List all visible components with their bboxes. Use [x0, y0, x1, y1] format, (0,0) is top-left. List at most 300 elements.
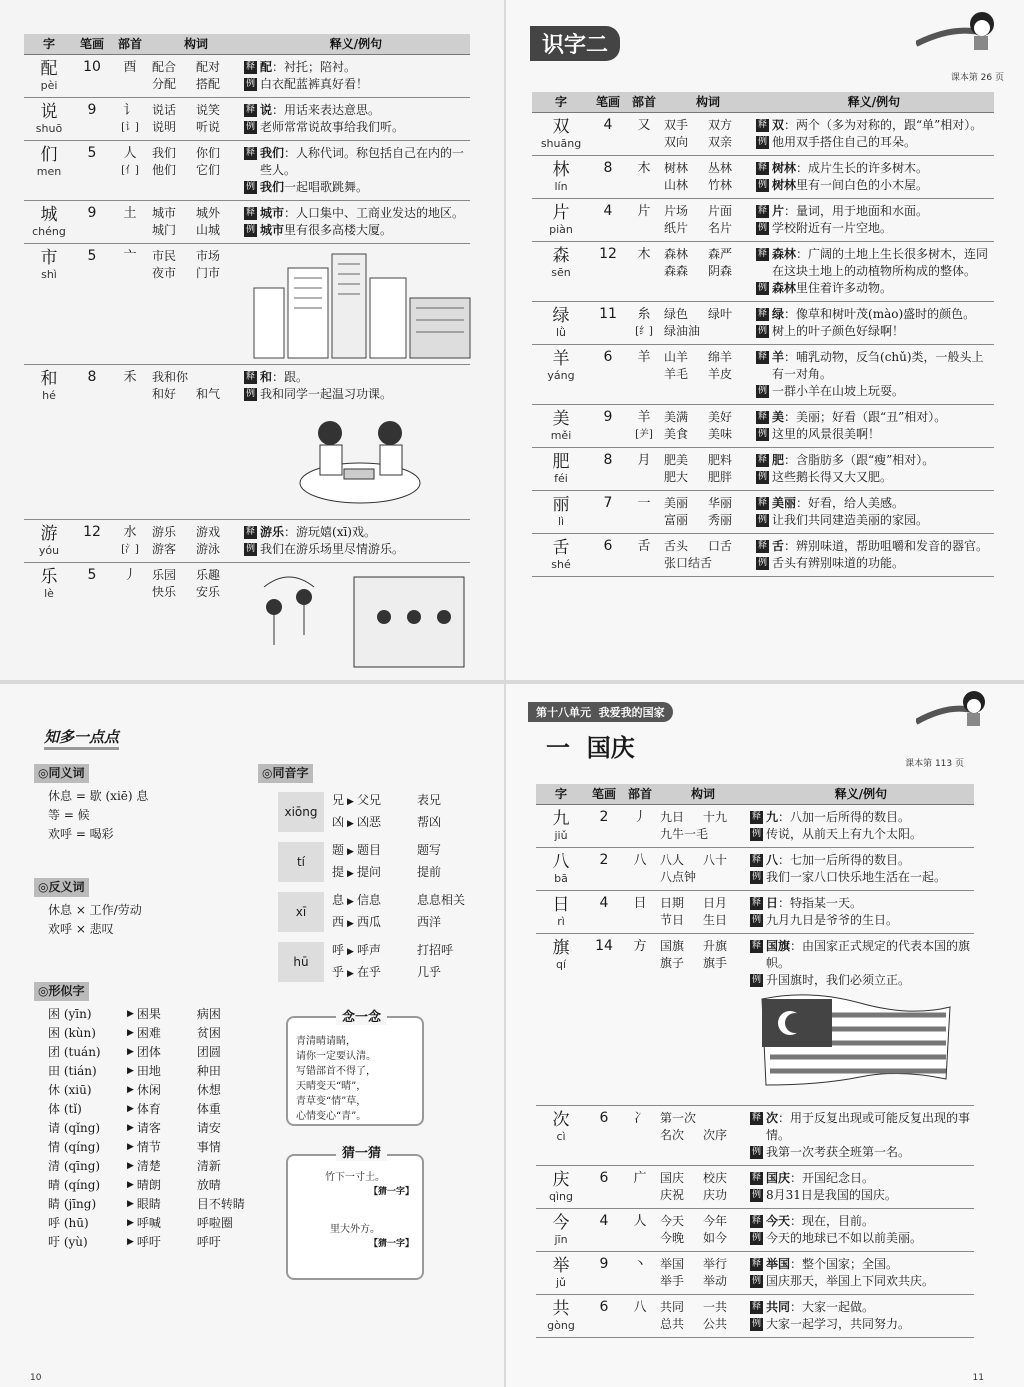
text: ：用于反复出现或可能反复出现的事情。	[766, 1110, 971, 1142]
text: ：哺乳动物，反刍(chǔ)类，一般头上有一对角。	[772, 349, 984, 381]
illustration	[750, 989, 972, 1101]
similar-item	[48, 1062, 254, 1081]
meaning-cell	[242, 54, 470, 97]
pinyin: yóu	[38, 543, 60, 557]
list-item: 心情变心“青”。	[296, 1111, 367, 1122]
meaning-lines	[244, 145, 468, 196]
definition-tag-icon: 释	[751, 1112, 761, 1123]
text: 老师常常说故事给我们听。	[260, 119, 405, 134]
stroke-count: 4	[590, 198, 626, 241]
meaning-lines	[756, 452, 992, 486]
char: 西	[332, 915, 345, 929]
radical-cell	[110, 519, 150, 562]
char-cell	[532, 404, 590, 447]
table-row	[532, 404, 994, 447]
meaning-lines	[756, 117, 992, 151]
text: 国庆那天，举国上下同欢共庆。	[766, 1273, 935, 1288]
example-tag-icon: 例	[751, 1318, 761, 1329]
word: 森林	[664, 246, 689, 261]
keyword: 日	[766, 895, 779, 910]
radical: 人	[123, 145, 137, 161]
radical: 土	[123, 205, 137, 221]
text: ：辨别味道，帮助咀嚼和发音的器官。	[784, 538, 989, 553]
text: 学校附近有一片空地。	[772, 220, 893, 235]
word: 九牛一毛	[660, 826, 709, 841]
definition-tag-icon: 释	[751, 897, 761, 908]
word-list	[660, 1213, 746, 1247]
table-header	[24, 34, 470, 54]
example-tag-icon: 例	[751, 1275, 761, 1286]
meaning-lines	[750, 1213, 972, 1247]
radical: 月	[637, 452, 651, 468]
meaning-cell	[242, 97, 470, 140]
word: 舌头	[664, 538, 689, 553]
char: 和	[40, 368, 58, 389]
definition-tag-icon: 释	[245, 104, 255, 115]
text: ：特指某一天。	[778, 895, 863, 910]
example-tag-icon: 例	[757, 179, 767, 190]
word: 听说	[196, 119, 221, 134]
words-cell	[662, 112, 754, 155]
pinyin: yáng	[547, 368, 575, 382]
similar-item	[48, 1195, 254, 1214]
word: 国旗	[660, 938, 685, 953]
definition	[244, 205, 468, 222]
stroke-count: 6	[590, 533, 626, 576]
similar-item	[48, 1100, 254, 1119]
meaning-lines	[750, 895, 972, 929]
table-row	[24, 54, 470, 97]
char: 肥	[552, 451, 570, 472]
char: 息	[332, 893, 345, 907]
word: 如今	[703, 1230, 728, 1245]
pinyin: qí	[555, 957, 567, 971]
arrow-icon: ▶	[127, 1142, 134, 1152]
keyword: 绿	[772, 306, 785, 321]
keyword: 舌	[772, 538, 785, 553]
homophone-row	[332, 912, 465, 934]
pinyin: chéng	[32, 224, 66, 238]
illustration-image	[244, 403, 476, 515]
char-cell	[536, 1208, 586, 1251]
col-meaning: 释义/例句	[748, 784, 974, 804]
words-cell	[662, 533, 754, 576]
text: ：人称代词。称包括自己在内的一些人。	[260, 145, 465, 177]
example-tag-icon: 例	[751, 974, 761, 985]
char: 美	[552, 408, 570, 429]
stroke-count: 10	[74, 54, 110, 97]
radical: 又	[637, 117, 651, 133]
definition	[756, 306, 992, 323]
stroke-count: 12	[74, 519, 110, 562]
char-pinyin: 困 (yīn)	[48, 1007, 92, 1021]
word-list	[660, 1110, 746, 1144]
homophone-row	[332, 840, 441, 862]
example-sentence	[750, 1187, 972, 1204]
char-cell	[536, 1105, 586, 1165]
definition	[750, 1299, 972, 1316]
word: 节日	[660, 912, 685, 927]
radical: 酉	[123, 59, 137, 75]
words-cell	[150, 54, 242, 97]
char-cell	[532, 241, 590, 301]
pinyin: lín	[554, 179, 568, 193]
arrow-icon: ▶	[347, 919, 354, 929]
stroke-count: 8	[590, 155, 626, 198]
word-list	[664, 203, 752, 237]
text: ：成片生长的许多树木。	[796, 160, 929, 175]
definition	[750, 895, 972, 912]
keyword: 美丽	[772, 495, 797, 510]
meaning-cell	[748, 1251, 974, 1294]
radical-cell	[626, 301, 662, 344]
table-row	[532, 533, 994, 576]
table-row	[536, 1105, 974, 1165]
meaning-lines	[756, 246, 992, 297]
word: 美味	[708, 426, 733, 441]
pinyin: jiǔ	[554, 828, 568, 842]
table-row	[532, 112, 994, 155]
meaning-lines	[750, 1110, 972, 1161]
definition-tag-icon: 释	[757, 411, 767, 422]
arrow-icon: ▶	[127, 1237, 134, 1247]
radical-cell	[626, 404, 662, 447]
stroke-count: 8	[590, 447, 626, 490]
table-row	[532, 301, 994, 344]
arrow-icon: ▶	[127, 1104, 134, 1114]
pinyin: shuō	[35, 121, 63, 135]
radical: 禾	[123, 369, 137, 385]
example-sentence	[244, 179, 468, 196]
definition	[756, 452, 992, 469]
definition-tag-icon: 释	[757, 119, 767, 130]
word: 它们	[196, 162, 221, 177]
list-item: 青清晴请睛，	[296, 1036, 356, 1047]
word-list	[660, 809, 746, 843]
radical-cell	[622, 847, 658, 890]
page-top-right	[506, 0, 1024, 680]
meaning-cell	[748, 1105, 974, 1165]
pinyin: qìng	[549, 1189, 573, 1203]
word: 题写	[416, 843, 441, 857]
word: 山林	[664, 177, 689, 192]
meaning-cell	[748, 1294, 974, 1337]
table-row	[536, 804, 974, 847]
example-sentence	[756, 177, 992, 194]
text: 舌头有辨别味道的功能。	[772, 555, 905, 570]
char-cell	[24, 54, 74, 97]
words-cell	[150, 519, 242, 562]
rows	[332, 940, 453, 984]
word: 配对	[196, 59, 221, 74]
arrow-icon: ▶	[127, 1066, 134, 1076]
meaning-lines	[756, 203, 992, 237]
meaning-lines	[244, 102, 468, 136]
definition-tag-icon: 释	[751, 854, 761, 865]
word-list	[664, 495, 752, 529]
keyword: 游乐	[260, 524, 285, 539]
arrow-icon: ▶	[127, 1180, 134, 1190]
definition-tag-icon: 释	[245, 371, 255, 382]
example-tag-icon: 例	[751, 871, 761, 882]
keyword: 举国	[766, 1256, 791, 1271]
word-list	[664, 306, 752, 340]
word: 夜市	[152, 265, 177, 280]
word: 说笑	[196, 102, 221, 117]
definition	[756, 495, 992, 512]
similar-item	[48, 1214, 254, 1233]
definition	[750, 1110, 972, 1144]
word: 休想	[196, 1083, 221, 1097]
char: 呼	[332, 943, 345, 957]
char-pinyin: 团 (tuán)	[48, 1045, 101, 1059]
word: 团圆	[196, 1045, 221, 1059]
word: 口舌	[708, 538, 733, 553]
text: ：八加一后所得的数目。	[778, 809, 911, 824]
word: 丛林	[708, 160, 733, 175]
radical: 讠	[123, 102, 137, 118]
text: 九月九日是爷爷的生日。	[766, 912, 899, 927]
meaning-lines	[750, 809, 972, 843]
lesson-heading: 一 国庆	[546, 734, 635, 762]
word: 城门	[152, 222, 177, 237]
word: 举动	[703, 1273, 728, 1288]
example-tag-icon: 例	[245, 181, 255, 192]
word-list	[152, 248, 240, 282]
text: ：游玩嬉(xī)戏。	[284, 524, 376, 539]
radical-cell	[626, 241, 662, 301]
words-cell	[662, 155, 754, 198]
meaning-cell	[242, 243, 470, 364]
word: 名次	[660, 1127, 685, 1142]
table-row	[24, 562, 470, 680]
pinyin: lè	[44, 586, 54, 600]
word: 华丽	[708, 495, 733, 510]
pinyin: xī	[278, 892, 324, 932]
word: 呼吁	[196, 1235, 221, 1249]
char-cell	[536, 933, 586, 1105]
radical-cell	[626, 112, 662, 155]
arrow-icon: ▶	[347, 969, 354, 979]
text: ：两个（多为对称的，跟“单”相对）。	[784, 117, 983, 132]
text: ：现在，目前。	[790, 1213, 875, 1228]
definition	[750, 1213, 972, 1230]
word: 分配	[152, 76, 177, 91]
table-row	[536, 847, 974, 890]
word: 体育	[136, 1102, 161, 1116]
arrow-icon: ▶	[347, 897, 354, 907]
word-list	[664, 452, 752, 486]
word-list	[664, 160, 752, 194]
radical: 广	[633, 1170, 647, 1186]
word: 体重	[196, 1102, 221, 1116]
similar-chars-section	[34, 982, 254, 1252]
table-row	[532, 241, 994, 301]
riddle-box	[286, 1154, 424, 1280]
similar-item	[48, 1024, 254, 1043]
word: 放晴	[196, 1178, 221, 1192]
text: ：衬托；陪衬。	[272, 59, 357, 74]
example-sentence	[756, 469, 992, 486]
text: ：量词，用于地面和水面。	[784, 203, 929, 218]
arrow-icon: ▶	[127, 1199, 134, 1209]
knowledge-banner: 知多一点点	[44, 726, 119, 750]
example-tag-icon: 例	[245, 388, 255, 399]
keyword: 片	[772, 203, 785, 218]
word-list	[660, 1170, 746, 1204]
example-sentence	[750, 1144, 972, 1161]
word: 羊毛	[664, 366, 689, 381]
definition-tag-icon: 释	[751, 940, 761, 951]
word: 双向	[664, 134, 689, 149]
words-cell	[658, 890, 748, 933]
pinyin: xiōng	[278, 792, 324, 832]
word: 双手	[664, 117, 689, 132]
meaning-lines	[750, 852, 972, 886]
example-tag-icon: 例	[751, 914, 761, 925]
example-tag-icon: 例	[751, 828, 761, 839]
word: 西瓜	[356, 915, 381, 929]
text: 白衣配蓝裤真好看！	[260, 76, 369, 91]
homophone-row	[332, 862, 441, 884]
vocab-table	[536, 784, 974, 1338]
stroke-count: 4	[586, 890, 622, 933]
word: 在乎	[356, 965, 381, 979]
meaning-cell	[754, 344, 994, 404]
radical: 八	[633, 1299, 647, 1315]
char-cell	[24, 140, 74, 200]
meaning-lines	[750, 1170, 972, 1204]
words-cell	[658, 1165, 748, 1208]
char: 九	[552, 808, 570, 829]
char-cell	[532, 344, 590, 404]
meaning-cell	[242, 519, 470, 562]
word	[703, 826, 746, 843]
char-cell	[536, 1251, 586, 1294]
definition-tag-icon: 释	[751, 1172, 761, 1183]
stroke-count: 7	[590, 490, 626, 533]
col-words: 构词	[658, 784, 748, 804]
list-item: 写错部首不得了，	[296, 1066, 376, 1077]
col-radical: 部首	[626, 92, 662, 112]
word: 城外	[196, 205, 221, 220]
word: 纸片	[664, 220, 689, 235]
example-sentence	[750, 912, 972, 929]
table-row	[24, 519, 470, 562]
word: 肥胖	[708, 469, 733, 484]
pinyin: lì	[557, 514, 565, 528]
word: 树林	[664, 160, 689, 175]
definition-tag-icon: 释	[757, 454, 767, 465]
words-cell	[150, 243, 242, 364]
text: 我和同学一起温习功课。	[260, 386, 393, 401]
example-sentence	[756, 280, 992, 297]
meaning-cell	[748, 804, 974, 847]
word: 羊皮	[708, 366, 733, 381]
list-item: 欢呼 = 喝彩	[48, 827, 114, 841]
char: 说	[40, 101, 58, 122]
stroke-count: 4	[590, 112, 626, 155]
char-cell	[24, 364, 74, 519]
text: 这些鹅长得又大又肥。	[772, 469, 893, 484]
radical: 水	[123, 524, 137, 540]
similar-item	[48, 1138, 254, 1157]
arrow-icon: ▶	[347, 947, 354, 957]
mascot-girl-icon	[916, 684, 996, 740]
char: 丽	[552, 494, 570, 515]
rows	[332, 890, 465, 934]
meaning-cell	[242, 200, 470, 243]
example-tag-icon: 例	[757, 385, 767, 396]
word: 森森	[664, 263, 689, 278]
table-row	[536, 890, 974, 933]
definition-tag-icon: 释	[245, 61, 255, 72]
char-cell	[24, 243, 74, 364]
keyword: 城市	[260, 205, 285, 220]
illustration-image	[244, 248, 476, 360]
word: 旗手	[703, 955, 728, 970]
meaning-cell	[748, 1165, 974, 1208]
word: 绿色	[664, 306, 689, 321]
stroke-count: 9	[586, 1251, 622, 1294]
definition-tag-icon: 释	[245, 526, 255, 537]
arrow-icon: ▶	[127, 1009, 134, 1019]
text: 传说，从前天上有九个太阳。	[766, 826, 923, 841]
definition	[244, 59, 468, 76]
word: 和好	[152, 386, 177, 401]
radical-cell	[110, 54, 150, 97]
char: 次	[552, 1109, 570, 1130]
word: 今天	[660, 1213, 685, 1228]
word-list	[660, 895, 746, 929]
word: 山城	[196, 222, 221, 237]
keyword: 双	[772, 117, 785, 132]
word: 病困	[196, 1007, 221, 1021]
pinyin: rì	[557, 914, 565, 928]
example-sentence	[244, 76, 468, 93]
arrow-icon: ▶	[127, 1123, 134, 1133]
meaning-lines	[244, 524, 468, 558]
meaning-cell	[754, 301, 994, 344]
word-list	[660, 938, 746, 972]
pinyin: shé	[551, 557, 571, 571]
arrow-icon: ▶	[127, 1218, 134, 1228]
char-cell	[532, 533, 590, 576]
word: 眼睛	[136, 1197, 161, 1211]
char-pinyin: 睛 (jīng)	[48, 1197, 97, 1211]
col-meaning: 释义/例句	[754, 92, 994, 112]
definition	[244, 145, 468, 179]
radical-cell	[622, 804, 658, 847]
pinyin: lǜ	[555, 325, 567, 339]
textbook-ref: 课本第 113 页	[905, 759, 964, 769]
definition-tag-icon: 释	[245, 147, 255, 158]
radical-cell	[622, 890, 658, 933]
example-tag-icon: 例	[245, 78, 255, 89]
char-pinyin: 困 (kùn)	[48, 1026, 96, 1040]
stroke-count: 5	[74, 562, 110, 680]
list-item: 休息 = 歇 (xiē) 息	[48, 789, 149, 803]
word: 清楚	[136, 1159, 161, 1173]
meaning-lines	[756, 538, 992, 572]
char: 配	[40, 58, 58, 79]
text: ：由国家正式规定的代表本国的旗帜。	[766, 938, 971, 970]
riddle-hint: 【猜一字】	[368, 1187, 414, 1197]
meaning-cell	[754, 533, 994, 576]
radical-variant: [氵]	[121, 543, 139, 555]
meaning-lines	[756, 160, 992, 194]
word: 秀丽	[708, 512, 733, 527]
